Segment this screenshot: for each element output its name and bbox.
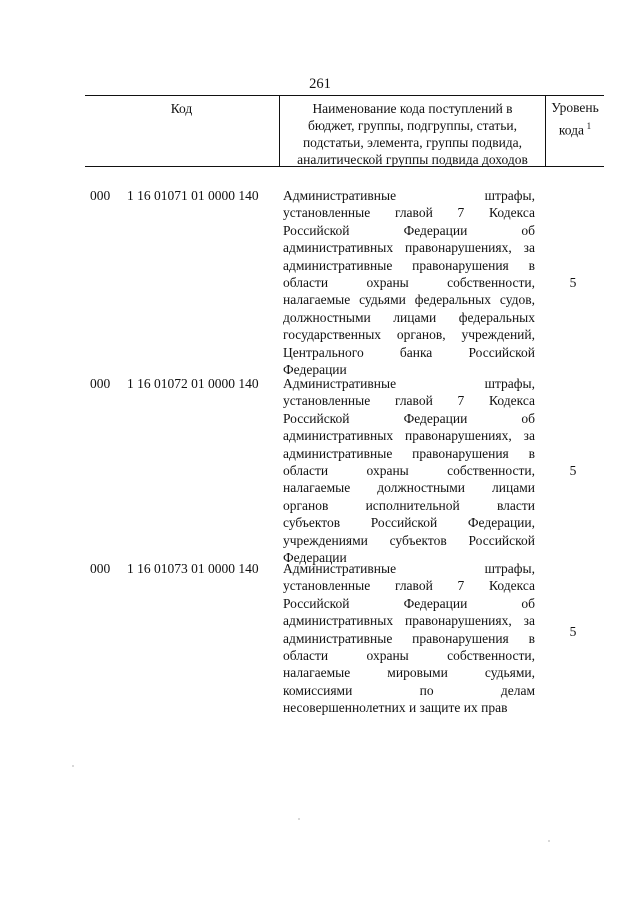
scan-speck — [298, 818, 300, 820]
description-line: налагаемые должностными лицами — [283, 480, 535, 496]
code-level: 5 — [569, 463, 577, 478]
description-line: комиссиями по делам — [283, 682, 535, 698]
description-line: субъектов Российской Федерации, — [283, 515, 535, 531]
description-line: области охраны собственности, — [283, 463, 535, 479]
description-line: Российской Федерации об — [283, 595, 535, 611]
column-header-code: Код — [170, 101, 193, 116]
code-level: 5 — [569, 624, 577, 639]
description-line: установленные главой 7 Кодекса — [283, 578, 535, 594]
budget-code: 1 16 01073 01 0000 140 — [127, 561, 259, 576]
description-line: административных правонарушениях, за — [283, 428, 535, 444]
description-line: области охраны собственности, — [283, 648, 535, 664]
description-line: органов исполнительной власти — [283, 497, 535, 513]
row-description — [283, 560, 535, 717]
row-description — [283, 187, 535, 378]
description-line: административные правонарушения в — [283, 445, 535, 461]
column-header-level-line2 — [546, 117, 604, 140]
description-line: установленные главой 7 Кодекса — [283, 205, 535, 221]
description-line: Федерации — [283, 362, 347, 378]
budget-code: 1 16 01071 01 0000 140 — [127, 188, 259, 203]
column-header-level-line1: Уровень — [551, 100, 599, 115]
description-line: Административные штрафы, — [283, 376, 535, 391]
description-line: административные правонарушения в — [283, 630, 535, 646]
description-line: установленные главой 7 Кодекса — [283, 393, 535, 409]
admin-code: 000 — [90, 561, 111, 576]
table-header — [85, 95, 604, 167]
budget-code: 1 16 01072 01 0000 140 — [127, 376, 259, 391]
description-line: Российской Федерации об — [283, 410, 535, 426]
description-line: Административные штрафы, — [283, 561, 535, 576]
description-line: налагаемые судьями федеральных судов, — [283, 292, 535, 308]
code-level: 5 — [569, 275, 577, 290]
description-line: государственных органов, учреждений, — [283, 327, 535, 343]
description-line: Центрального банка Российской — [283, 344, 535, 360]
row-description — [283, 375, 535, 566]
page-number: 261 — [309, 76, 331, 92]
column-header-name-line: аналитической группы подвида доходов — [297, 152, 528, 167]
column-header-level-text: кода — [558, 122, 584, 138]
scan-speck — [548, 840, 550, 842]
description-line: несовершеннолетних и защите их прав — [283, 700, 508, 716]
description-line: области охраны собственности, — [283, 275, 535, 291]
column-header-level — [546, 96, 604, 169]
description-line: Российской Федерации об — [283, 222, 535, 238]
description-line: налагаемые мировыми судьями, — [283, 665, 535, 681]
scan-speck — [72, 765, 74, 767]
column-header-name-line: бюджет, группы, подгруппы, статьи, — [308, 118, 517, 133]
column-header-name-line: Наименование кода поступлений в — [312, 101, 513, 116]
description-line: административных правонарушениях, за — [283, 613, 535, 629]
description-line: Федерации — [283, 550, 347, 566]
admin-code: 000 — [90, 376, 111, 391]
description-line: должностными лицами федеральных — [283, 309, 535, 325]
admin-code: 000 — [90, 188, 111, 203]
description-line: административных правонарушениях, за — [283, 240, 535, 256]
description-line: административные правонарушения в — [283, 257, 535, 273]
column-header-name-line: подстатьи, элемента, группы подвида, — [302, 135, 523, 150]
column-header-name — [279, 96, 546, 166]
description-line: учреждениями субъектов Российской — [283, 532, 535, 548]
footnote-marker: 1 — [586, 121, 592, 131]
description-line: Административные штрафы, — [283, 188, 535, 203]
